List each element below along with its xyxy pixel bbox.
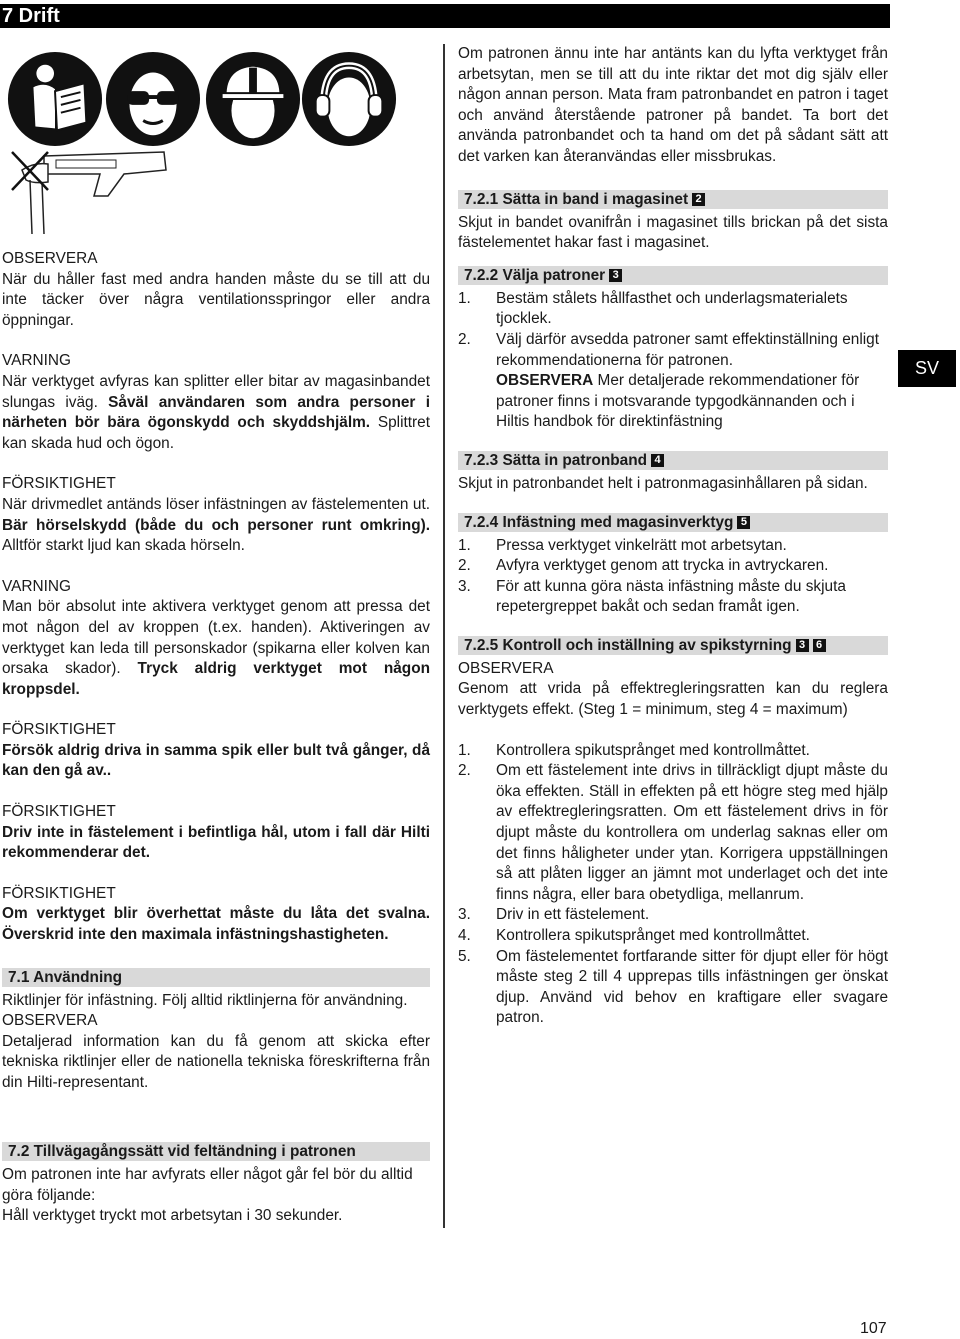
warning-body [2,577,430,701]
section-7-2-title: 7.2 Tillvägagångssätt vid feltändning i patronen [2,1142,430,1161]
note-text: När du håller fast med andra handen måste du se till att du inte täcker över några ventilationsspringor eller andra öppningar. [2,270,430,329]
warning-bold: Tryck aldrig verktyget mot någon kroppsdel. [2,660,430,698]
list-text: Driv in ett fästelement. [496,906,650,924]
list-item [458,577,888,618]
list-number: 5. [458,947,471,965]
list-number: 1. [458,741,471,759]
note-label: OBSERVERA [2,250,98,267]
caution-tail: Alltför starkt ljud kan skada hörseln. [2,537,245,555]
list-number: 3. [458,577,471,595]
figure-ref: 5 [737,516,750,529]
hard-hat-icon [204,50,302,148]
list-number: 4. [458,927,471,944]
section-7-2-text: Om patronen inte har avfyrats eller något går fel bör du alltid göra följande: [2,1166,413,1204]
section-7-1-note [2,1011,430,1093]
list-text: Om ett fästelement inte drivs in tillräckligt djupt måste du öka effekten. Ställ in effekten på ett högre steg med hjälp av effektregleringsratten. Om ett fästelement drivs in för djupt måste du kontrollera om underlag saknas eller om det finns håligheter under ytan. Korrigera uppställningen så att plåten ligger an jämnt mot underlaget och det inte finns några, eller bara obetydliga, mellanrum. [496,762,888,903]
warning-label: VARNING [2,577,71,595]
section-7-1-title: 7.1 Användning [2,968,430,987]
section-7-2-1-title [458,190,888,209]
list-text: Kontrollera spikutsprånget med kontrollmåttet. [496,927,810,944]
figure-ref: 3 [796,639,809,652]
list-item [458,330,888,433]
caution-hearing [2,474,430,556]
warning-label: VARNING [2,352,71,370]
note-label: OBSERVERA [2,1012,98,1030]
list-item [458,556,888,577]
section-title-text: 7.2.2 Välja patroner [464,266,606,284]
intro-text: Om patronen ännu inte har antänts kan du lyfta verktyget från arbetsytan, men se till att du inte riktar det mot dig själv eller någon annan person. Mata fram patronbandet en patron i taget och använd återstående patroner på bandet. Ta bort det använda patronbandet och ta hand om det på sådant sätt att det varken kan återanvändas eller missbrukas. [458,45,888,165]
column-divider [443,44,445,1228]
list-item [458,536,888,557]
language-tab: SV [898,350,956,387]
section-7-2 [2,1142,430,1227]
caution-overheat [2,884,430,946]
section-7-2-5-note [458,659,888,721]
list-7-2-2 [458,289,888,433]
caution-bold: Bär hörselskydd (både du och personer runt omkring). [2,516,430,534]
left-column [2,249,430,1094]
caution-bold: Försök aldrig driva in samma spik eller bult två gånger, då kan den gå av.. [2,741,430,780]
note-text: Genom att vrida på effektregleringsratten kan du reglera verktygets effekt. (Steg 1 = minimum, steg 4 = maximum) [458,680,888,719]
right-column [458,44,888,1029]
caution-label: FÖRSIKTIGHET [2,884,116,902]
list-7-2-4 [458,536,888,618]
section-7-2-3-title [458,451,888,470]
list-number: 2. [458,557,471,575]
eye-protection-icon [104,50,202,148]
read-manual-icon [6,50,104,148]
section-7-2-2-title [458,266,888,285]
list-number: 2. [458,762,471,780]
list-text: Pressa verktyget vinkelrätt mot arbetsytan. [496,536,787,554]
caution-drive-twice [2,720,430,782]
list-7-2-5 [458,741,888,1029]
list-number: 1. [458,289,471,307]
warning-tail: Splittret kan skada hud och ögon. [2,414,430,452]
list-number: 3. [458,906,471,924]
list-text: Om fästelementet fortfarande sitter för djupt eller för högt måste steg 2 till 4 upprepas tills infästningen ger önskat djup. Använd vid behov en kraftigare eller svagare patron. [496,947,888,1027]
list-text: För att kunna göra nästa infästning måste du skjuta repetergreppet bakåt och sedan framåt igen. [496,577,846,616]
list-number: 2. [458,330,471,348]
note-ventilation [2,249,430,331]
note-label: OBSERVERA [496,372,594,390]
figure-ref: 4 [651,454,664,467]
list-text: Välj därför avsedda patroner samt effektinställning enligt rekommendationerna för patronen. [496,330,879,369]
section-7-2-4-title [458,513,888,532]
list-item [458,761,888,905]
list-text: Avfyra verktyget genom att trycka in avtryckaren. [496,557,829,575]
page-number: 107 [860,1320,887,1337]
caution-bold: Driv inte in fästelement i befintliga hål, utom i fall där Hilti rekommenderar det. [2,823,430,862]
list-number: 1. [458,536,471,554]
ear-protection-icon [300,50,398,148]
list-item [458,741,888,762]
section-7-2-3-text: Skjut in patronbandet helt i patronmagasinhållaren på sidan. [458,474,868,492]
caution-text: När drivmedlet antänds löser infästningen av fästelementen ut. [2,495,430,513]
caution-holes [2,802,430,864]
list-text: Kontrollera spikutsprånget med kontrollmåttet. [496,741,810,759]
section-title-text: 7.2.5 Kontroll och inställning av spikstyrning [464,636,792,654]
list-item [458,926,888,947]
figure-ref: 6 [813,639,826,652]
caution-label: FÖRSIKTIGHET [2,803,116,821]
caution-bold: Om verktyget blir överhettat måste du låta det svalna. Överskrid inte den maximala infästningshastigheten. [2,905,430,944]
section-7-2-text2: Håll verktyget tryckt mot arbetsytan i 30 sekunder. [2,1207,343,1225]
caution-label: FÖRSIKTIGHET [2,475,116,493]
no-hold-by-muzzle-icon [4,140,172,238]
warning-splinters [2,351,430,454]
list-text: Bestäm stålets hållfasthet och underlagsmaterialets tjocklek. [496,289,848,328]
section-title-text: 7.2.4 Infästning med magasinverktyg [464,513,734,531]
warning-text: Man bör absolut inte aktivera verktyget genom att pressa det mot någon del av kroppen (t.ex. handen). Aktiveringen av verktyget kan leda till personskador (spikarna eller kolven kan orsaka skador). [2,598,430,678]
section-7-2-5-title [458,636,888,655]
section-7-2-1-text: Skjut in bandet ovanifrån i magasinet tills brickan på det sista fästelementet hakar fast i magasinet. [458,213,888,252]
list-item [458,905,888,926]
note-label: OBSERVERA [458,659,554,677]
section-title-text: 7.2.3 Sätta in patronband [464,451,648,469]
note-text: Detaljerad information kan du få genom att skicka efter tekniska riktlinjer eller de nationella tekniska föreskrifterna från din Hilti-representant. [2,1032,430,1091]
section-title-text: 7.2.1 Sätta in band i magasinet [464,190,689,208]
note-text: Mer detaljerade rekommendationer för patroner finns i motsvarande typgodkännanden och i Hiltis handbok för direktinfästning [496,372,860,431]
warning-text: När verktyget avfyras kan splitter eller bitar av magasinbandet slungas iväg. [2,372,430,411]
warning-bold: Såväl användaren som andra personer i närheten bör bära ögonskydd och skyddshjälm. [2,393,430,432]
section-7-1-text: Riktlinjer för infästning. Följ alltid riktlinjerna för användning. [2,991,408,1009]
list-item [458,947,888,1029]
chapter-header: 7 Drift [0,4,890,28]
figure-ref: 2 [692,193,705,206]
figure-ref: 3 [609,269,622,282]
list-item [458,289,888,330]
caution-label: FÖRSIKTIGHET [2,721,116,739]
